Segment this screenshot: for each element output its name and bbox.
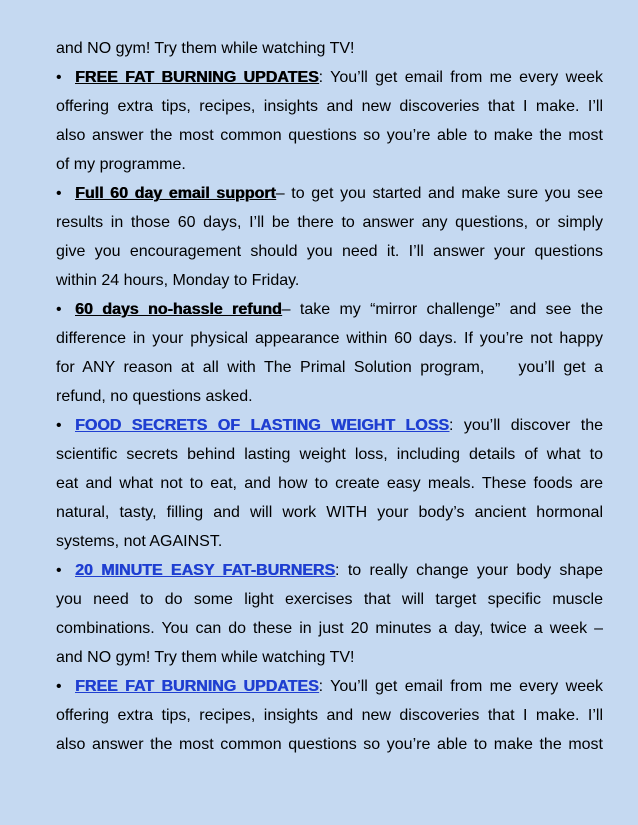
bullet-text: : you’ll discover the [448,417,604,434]
bullet-item [56,411,603,440]
paragraph-line: offering extra tips, recipes, insights and new discoveries that I make. I’ll [56,707,603,724]
section-heading[interactable]: FREE FAT BURNING UPDATES [75,678,319,695]
paragraph-line: and NO gym! Try them while watching TV! [56,40,355,57]
section-heading: FREE FAT BURNING UPDATES [75,69,319,86]
paragraph-line: you need to do some light exercises that will target specific muscle [56,591,603,608]
paragraph-line: of my programme. [56,156,186,173]
bullet-icon: • [56,562,62,579]
bullet-icon: • [56,69,62,86]
bullet-icon: • [56,301,62,318]
paragraph-line: for ANY reason at all with The Primal Solution program, you’ll get a [56,359,603,376]
paragraph-line: give you encouragement should you need it. I’ll answer your questions [56,243,603,260]
section-heading: Full 60 day email support [75,185,276,202]
bullet-item [56,179,603,208]
paragraph-line: scientific secrets behind lasting weight loss, including details of what to [56,446,603,463]
bullet-text: : You’ll get email from me every week [318,678,603,695]
bullet-item [56,63,603,92]
bullet-icon: • [56,678,62,695]
paragraph-line: eat and what not to eat, and how to create easy meals. These foods are [56,475,603,492]
section-heading[interactable]: 20 MINUTE EASY FAT-BURNERS [75,562,336,579]
paragraph-line: also answer the most common questions so you’re able to make the most [56,736,603,753]
paragraph-line: combinations. You can do these in just 20 minutes a day, twice a week – [56,620,603,637]
section-heading[interactable]: FOOD SECRETS OF LASTING WEIGHT LOSS [75,417,449,434]
bullet-text: : to really change your body shape [335,562,603,579]
paragraph-line: refund, no questions asked. [56,388,253,405]
bullet-icon: • [56,417,62,434]
paragraph-line: offering extra tips, recipes, insights and new discoveries that I make. I’ll [56,98,603,115]
bullet-icon: • [56,185,62,202]
bullet-text: : You’ll get email from me every week [318,69,603,86]
document-body [56,34,603,759]
paragraph-line: also answer the most common questions so you’re able to make the most [56,127,603,144]
bullet-text: – take my “mirror challenge” and see the [281,301,603,318]
bullet-item [56,295,603,324]
paragraph-line: results in those 60 days, I’ll be there to answer any questions, or simply [56,214,603,231]
section-heading: 60 days no-hassle refund [75,301,282,318]
bullet-item [56,672,603,701]
paragraph-line: difference in your physical appearance within 60 days. If you’re not happy [56,330,603,347]
bullet-text: – to get you started and make sure you see [275,185,604,202]
bullet-item [56,556,603,585]
paragraph-line: and NO gym! Try them while watching TV! [56,649,355,666]
paragraph-line: natural, tasty, filling and will work WITH your body’s ancient hormonal [56,504,603,521]
paragraph-line: systems, not AGAINST. [56,533,223,550]
paragraph-line: within 24 hours, Monday to Friday. [56,272,300,289]
